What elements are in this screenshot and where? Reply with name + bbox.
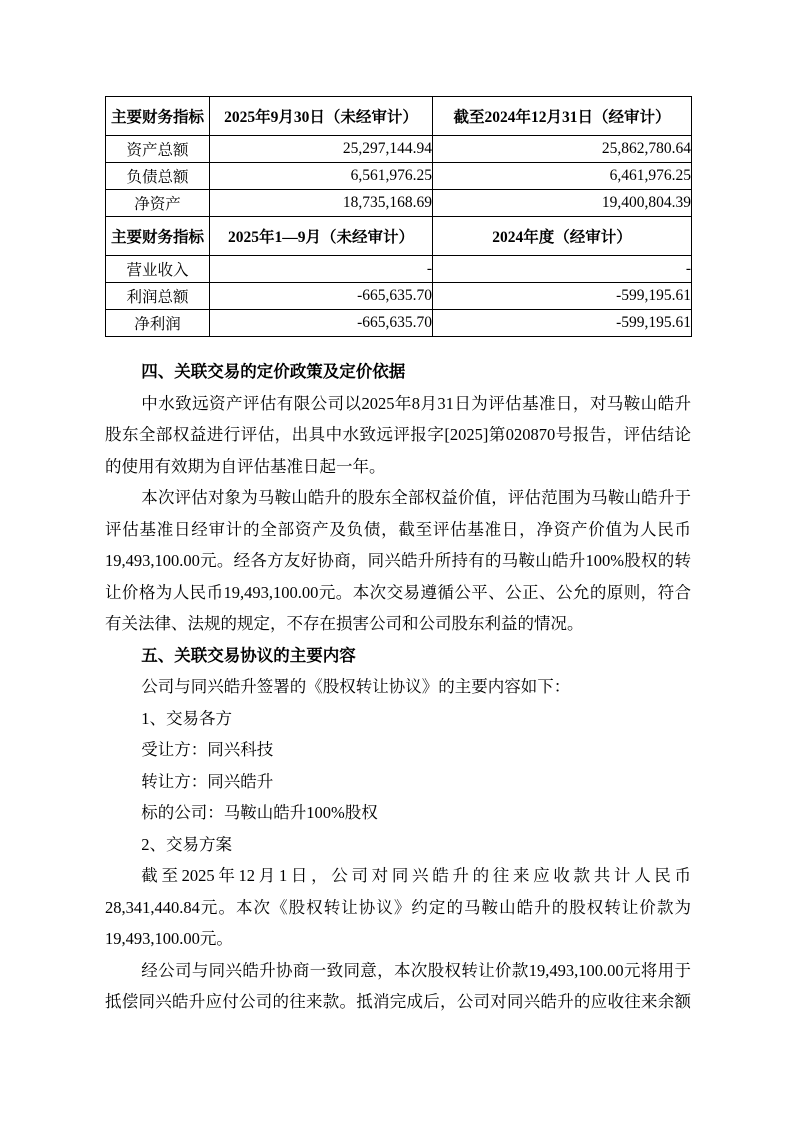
value-cell: 6,561,976.25 [210, 163, 433, 190]
transferee-line: 受让方：同兴科技 [141, 740, 274, 759]
receivables-paragraph-line: 截至2025年12月1日，公司对同兴皓升的往来应收款共计人民币 [141, 866, 691, 885]
valuation-result-paragraph-line: 让价格为人民币19,493,100.00元。本次交易遵循公平、公正、公允的原则，符合 [105, 582, 691, 602]
value-cell: 19,400,804.39 [433, 190, 692, 217]
valuation-result-paragraph-line: 19,493,100.00元。经各方友好协商，同兴皓升所持有的马鞍山皓升100%股权的转 [105, 551, 691, 570]
offset-paragraph-line: 经公司与同兴皓升协商一致同意，本次股权转让价款19,493,100.00元将用于 [141, 960, 691, 980]
table-row-net-profit [106, 310, 692, 337]
table-row-total-assets [106, 136, 692, 163]
page-content [105, 96, 691, 1018]
valuation-result-paragraph-line: 评估基准日经审计的全部资产及负债，截至评估基准日，净资产价值为人民币 [105, 519, 691, 539]
valuation-result-paragraph-line: 本次评估对象为马鞍山皓升的股东全部权益价值，评估范围为马鞍山皓升于 [141, 488, 691, 507]
value-cell: 6,461,976.25 [433, 163, 692, 190]
header-cell-indicator: 主要财务指标 [106, 97, 210, 136]
section-heading-agreement-content: 五、关联交易协议的主要内容 [141, 645, 356, 665]
receivables-paragraph-line: 19,493,100.00元。 [105, 929, 233, 948]
target-company-line: 标的公司：马鞍山皓升100%股权 [141, 803, 378, 822]
value-cell: 18,735,168.69 [210, 190, 433, 217]
row-label: 资产总额 [106, 136, 210, 163]
value-cell: -599,195.61 [433, 283, 692, 310]
table-row-net-assets [106, 190, 692, 217]
value-cell: - [433, 256, 692, 283]
item-transaction-plan: 2、交易方案 [141, 834, 233, 854]
header-cell-indicator: 主要财务指标 [106, 217, 210, 256]
header-cell-period-unaudited: 2025年1—9月（未经审计） [210, 217, 433, 256]
item-transaction-parties: 1、交易各方 [141, 708, 233, 728]
transferor-line: 转让方：同兴皓升 [141, 771, 274, 791]
value-cell: 25,862,780.64 [433, 136, 692, 163]
header-cell-period-audited: 2024年度（经审计） [433, 217, 692, 256]
table-header-row-balance [106, 97, 692, 136]
value-cell: -665,635.70 [210, 310, 433, 337]
row-label: 净资产 [106, 190, 210, 217]
agreement-intro-line: 公司与同兴皓升签署的《股权转让协议》的主要内容如下： [141, 677, 571, 696]
row-label: 净利润 [106, 310, 210, 337]
value-cell: 25,297,144.94 [210, 136, 433, 163]
row-label: 负债总额 [106, 163, 210, 190]
value-cell: - [210, 256, 433, 283]
row-label: 营业收入 [106, 256, 210, 283]
valuation-paragraph-line: 股东全部权益进行评估，出具中水致远评报字[2025]第020870号报告，评估结论 [105, 425, 691, 444]
section-heading-pricing-policy: 四、关联交易的定价政策及定价依据 [141, 362, 406, 381]
row-label: 利润总额 [106, 283, 210, 310]
valuation-paragraph-line: 的使用有效期为自评估基准日起一年。 [105, 456, 386, 476]
table-row-total-liabilities [106, 163, 692, 190]
table-header-row-income [106, 217, 692, 256]
financial-indicators-table [105, 96, 692, 337]
document-body [105, 356, 691, 1018]
table-row-operating-revenue [106, 256, 692, 283]
offset-paragraph-line: 抵偿同兴皓升应付公司的往来款。抵消完成后，公司对同兴皓升的应收往来余额 [105, 992, 691, 1011]
header-cell-period-unaudited: 2025年9月30日（未经审计） [210, 97, 433, 136]
table-row-total-profit [106, 283, 692, 310]
value-cell: -665,635.70 [210, 283, 433, 310]
value-cell: -599,195.61 [433, 310, 692, 337]
valuation-paragraph-line: 中水致远资产评估有限公司以2025年8月31日为评估基准日，对马鞍山皓升 [141, 393, 691, 413]
header-cell-period-audited: 截至2024年12月31日（经审计） [433, 97, 692, 136]
receivables-paragraph-line: 28,341,440.84元。本次《股权转让协议》约定的马鞍山皓升的股权转让价款为 [105, 897, 691, 917]
valuation-result-paragraph-line: 有关法律、法规的规定，不存在损害公司和公司股东利益的情况。 [105, 614, 584, 633]
